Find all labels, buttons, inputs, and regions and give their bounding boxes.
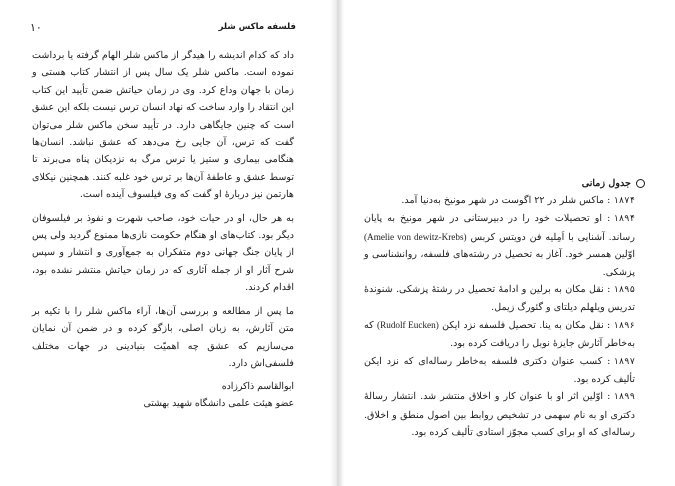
entry-year: ۱۸۹۵ — [613, 285, 635, 296]
latin-name: (Amelie von dewitz-Krebs) — [364, 231, 467, 242]
author-name: ابوالقاسم ذاکرزاده — [221, 381, 294, 393]
author-signature — [32, 378, 294, 412]
paragraph: به هر حال، او در حیات خود، صاحب شهرت و نفوذ بر فیلسوفان دیگر بود. کتاب‌های او هنگام حکومت نازی‌ها ممنوع گردید ولی پس از پایان جنگ جهانی دوم متفکران به جمع‌آوری و انتشار و سپس شرح آثار او از جمله آثاری که در زمان حیاتش منتشر نشده بود، اقدام کردند. — [32, 212, 294, 294]
timeline-entry — [364, 281, 635, 317]
timeline-entry — [364, 317, 635, 353]
page-number: ۱۰ — [30, 20, 42, 34]
running-title: فلسفه ماکس شلر — [218, 22, 296, 32]
book-gutter — [330, 0, 344, 486]
left-page — [0, 0, 330, 486]
entry-text-continued: اوّلین همسر خود. آغاز به تحصیل در رشته‌های فلسفه، روانشناسی و پزشکی. — [364, 249, 635, 278]
timeline-entry — [364, 388, 635, 441]
left-page-body — [32, 47, 294, 412]
entry-year: ۱۸۹۹ — [613, 392, 635, 403]
timeline-entry — [364, 353, 635, 389]
entry-text: : ماکس شلر در ۲۲ اگوست در شهر مونیخ به‌دنیا آمد. — [401, 195, 611, 206]
entry-text-continued: که به‌خاطر آثارش جایزهٔ نوبل را دریافت کرده بود. — [364, 319, 635, 350]
timeline-body — [364, 176, 635, 442]
entry-text: : نقل مکان به ینا. تحصیل فلسفه نزد ایکن — [442, 319, 611, 331]
author-affiliation: عضو هیئت علمی دانشگاه شهید بهشتی — [143, 398, 294, 410]
entry-year: ۱۸۹۴ — [613, 214, 635, 225]
entry-text: : کسب عنوان دکتری فلسفه به‌خاطر رساله‌ای که نزد ایکن تألیف کرده بود. — [364, 355, 635, 386]
entry-year: ۱۸۷۴ — [613, 196, 635, 206]
entry-text: : او تحصیلات خود را در دبیرستانی در شهر مونیخ به پایان رساند. آشنایی با اَمِلیه فن دویتس کربس — [364, 213, 635, 243]
entry-text: : اوّلین اثر او با عنوان کار و اخلاق منتشر شد. انتشار رسالهٔ دکتری او به نام سهمی در تشخیص روابط بین اصول منطق و اخلاق. رساله‌ای که او برای کسب مجوّز استادی تألیف کرده بود. — [364, 391, 635, 439]
circle-bullet-icon — [636, 179, 645, 188]
right-page — [344, 0, 675, 486]
running-head — [30, 20, 296, 34]
paragraph: داد که کدام اندیشه را هیدگر از ماکس شلر الهام گرفته یا برداشت نموده است. ماکس شلر یک سال پس از انتشار کتاب هستی و زمان با جهان وداع کرد. وی در زمان حیاتش ضمن تأیید این کتاب این انتقاد را وارد ساخت که نهاد انسان ترس نیست بلکه این عشق است که چنین جایگاهی دارد. در تأیید سخن ماکس شلر می‌توان گفت که ترس، آن جایی رخ می‌دهد که عشق نباشد. انسان‌ها هنگامی بیماری و ستیز یا ترس مرگ به نزدیکان پناه می‌برند تا توسط عشق و عاطفهٔ آن‌ها بر ترس خود غلبه کنند. همچنین نیکلای هارتمن نیز دربارهٔ او گفت که وی فیلسوف آینده است. — [32, 50, 294, 201]
latin-name: (Rudolf Eucken) — [377, 319, 439, 330]
entry-text: : نقل مکان به برلین و ادامهٔ تحصیل در رشتهٔ پزشکی. شنوندهٔ تدریس ویلهلم دیلتای و گئورگ زیمل. — [364, 284, 635, 314]
section-title: جدول زمانی — [581, 178, 631, 189]
entry-year: ۱۸۹۶ — [613, 320, 635, 331]
entry-year: ۱۸۹۷ — [613, 356, 635, 367]
timeline-entry — [364, 192, 635, 210]
paragraph: ما پس از مطالعه و بررسی آن‌ها، آراء ماکس شلر را با تکیه بر متن آثارش، به زبان اصلی، بازگو کرده و در ضمن آن نمایان می‌سازیم که عشق چه اهمیّت بنیادینی در جهات مختلف فلسفی‌اش دارد. — [32, 305, 294, 369]
timeline-entry — [364, 210, 635, 281]
